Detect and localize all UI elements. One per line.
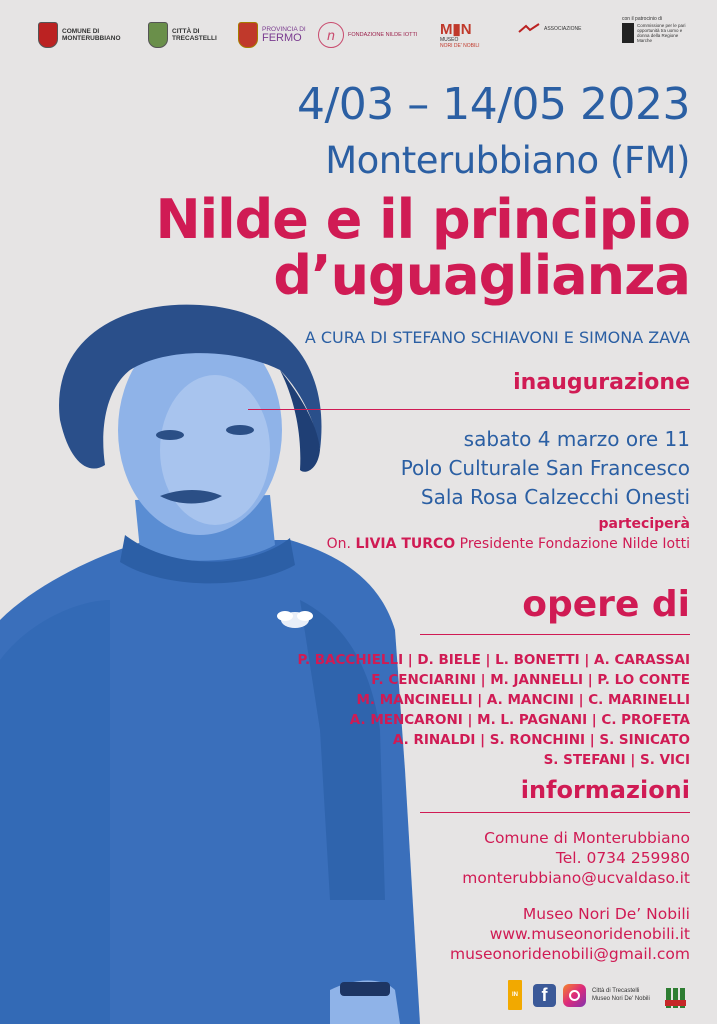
info-org: Comune di Monterubbiano <box>484 829 690 847</box>
crest-icon <box>148 22 168 48</box>
facebook-icon[interactable]: f <box>533 984 556 1007</box>
info-org: Museo Nori De’ Nobili <box>522 905 690 923</box>
participant-line <box>0 536 690 552</box>
crest-icon <box>238 22 258 48</box>
logo-text-stack <box>262 26 306 44</box>
crest-icon <box>38 22 58 48</box>
logo-text: CITTÀ DI TRECASTELLI <box>172 28 217 42</box>
logo-associazione <box>518 22 582 36</box>
info-block-municipality <box>0 828 690 888</box>
instagram-icon[interactable] <box>563 984 586 1007</box>
participant-role: Presidente Fondazione Nilde Iotti <box>459 536 690 552</box>
logo-commissione <box>622 16 692 43</box>
fondazione-n-icon: n <box>318 22 344 48</box>
logo-text-top: con il patrocinio di <box>622 16 663 22</box>
artists-list <box>0 650 690 770</box>
artists-line: A. RINALDI | S. RONCHINI | S. SINICATO <box>392 732 690 748</box>
artists-line: S. STEFANI | S. VICI <box>543 752 690 768</box>
artists-line: P. BACCHIELLI | D. BIELE | L. BONETTI | A. CARASSAI <box>297 652 690 668</box>
inauguration-when: sabato 4 marzo ore 11 <box>463 427 690 451</box>
participant-name: LIVIA TURCO <box>355 536 456 552</box>
museum-badge-icon: IN <box>508 980 522 1010</box>
participant-label: parteciperà <box>598 516 690 532</box>
inauguration-heading: inaugurazione <box>513 370 690 395</box>
artists-line: M. MANCINELLI | A. MANCINI | C. MARINELLI <box>356 692 690 708</box>
inauguration-room: Sala Rosa Calzecchi Onesti <box>420 485 690 509</box>
bottles-icon <box>664 982 686 1008</box>
logo-citta-trecastelli <box>148 22 217 48</box>
participant-prefix: On. <box>326 536 351 552</box>
bird-icon <box>518 22 540 36</box>
info-email[interactable]: monterubbiano@ucvaldaso.it <box>462 869 690 887</box>
logo-fondazione-nilde-iotti <box>318 22 417 48</box>
logo-provincia-fermo <box>238 22 306 48</box>
works-heading: opere di <box>522 584 690 625</box>
info-heading: informazioni <box>520 776 690 804</box>
logo-text-bottom: Commissione per le pari opportunità tra uomo e donna della Regione Marche <box>637 23 686 43</box>
commissione-icon <box>622 23 634 43</box>
artists-line: F. CENCIARINI | M. JANNELLI | P. LO CONTE <box>371 672 690 688</box>
logo-text-top: PROVINCIA DI <box>262 26 306 33</box>
logo-text-bottom: FERMO <box>262 32 302 44</box>
event-place: Monterubbiano (FM) <box>325 139 690 182</box>
museo-mark-icon: M▮N <box>440 21 472 38</box>
logo-text: ASSOCIAZIONE <box>544 25 582 32</box>
info-email[interactable]: museonoridenobili@gmail.com <box>449 945 690 963</box>
logo-text-bottom: NORI DE' NOBILI <box>440 43 480 49</box>
info-website[interactable]: www.museonoridenobili.it <box>489 925 690 943</box>
footer-line: Città di Trecastelli <box>592 988 640 994</box>
inauguration-details <box>0 425 690 512</box>
title-line-1: Nilde e il principio <box>155 188 690 251</box>
info-phone: Tel. 0734 259980 <box>555 849 690 867</box>
title-line-2: d’uguaglianza <box>273 244 690 307</box>
logo-comune-monterubbiano <box>38 22 121 48</box>
footer-museum-text <box>592 987 650 1003</box>
logo-museo-nori <box>440 22 480 49</box>
divider <box>420 634 690 635</box>
logo-text-top: MUSEO <box>440 37 459 43</box>
inauguration-venue: Polo Culturale San Francesco <box>400 456 690 480</box>
event-dates: 4/03 – 14/05 2023 <box>296 79 690 130</box>
logo-text: COMUNE DI MONTERUBBIANO <box>62 28 121 42</box>
footer-line: Museo Nori De' Nobili <box>592 996 650 1002</box>
divider <box>420 812 690 813</box>
artists-line: A. MENCARONI | M. L. PAGNANI | C. PROFETA <box>349 712 690 728</box>
logo-text: FONDAZIONE NILDE IOTTI <box>348 31 418 38</box>
exhibition-title <box>0 188 690 307</box>
logo-strip <box>30 16 690 64</box>
curators: A CURA DI STEFANO SCHIAVONI E SIMONA ZAVA <box>304 328 690 347</box>
divider <box>248 409 690 410</box>
info-block-museum <box>0 904 690 964</box>
